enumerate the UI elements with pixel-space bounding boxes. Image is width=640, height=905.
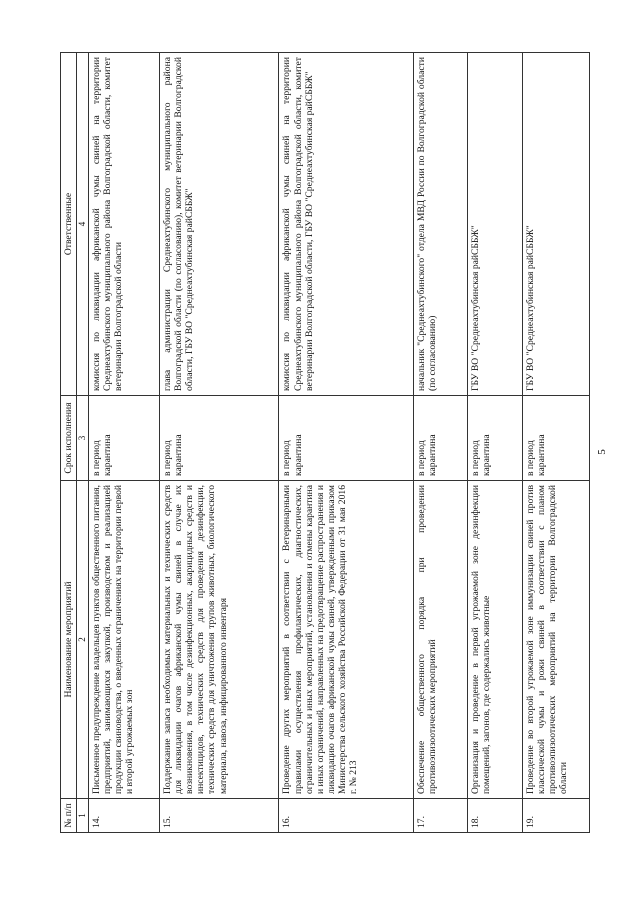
- row-number: 16.: [279, 799, 413, 833]
- row-number: 15.: [159, 799, 279, 833]
- measure-name: Поддержание запаса необходимых материальных и технических средств для ликвидации очагов африканской чумы свиней в случае их возникновения, в том числе дезинфекционных, акарицидных средств и инсектицидов, технических средств для проведения дезинфекции, технических средств для уничтожения трупов животных, биологического материала, навоза, инфицированного инвентаря: [159, 481, 279, 799]
- table-row: [159, 53, 279, 833]
- row-number: 14.: [88, 799, 159, 833]
- column-number: 4: [77, 53, 88, 396]
- page-number: 5: [596, 449, 608, 455]
- measure-term: в период карантина: [413, 396, 468, 481]
- table-row: [279, 53, 413, 833]
- column-number: 1: [77, 799, 88, 833]
- column-number: 2: [77, 481, 88, 799]
- header-name: Наименование мероприятий: [61, 481, 77, 799]
- row-number: 17.: [413, 799, 468, 833]
- measure-name: Проведение во второй угрожаемой зоне иммунизации свиней против классической чумы и рожи свиней в соответствии с планом противоэпизоотических мероприятий на территории Волгоградской области: [522, 481, 589, 799]
- header-term: Срок исполнения: [61, 396, 77, 481]
- measure-responsible: ГБУ ВО "Среднеахтубинская райСББЖ": [468, 53, 523, 396]
- measure-responsible: ГБУ ВО "Среднеахтубинская райСББЖ": [522, 53, 589, 396]
- measure-term: в период карантина: [279, 396, 413, 481]
- measure-name: Проведение других мероприятий в соответствии с Ветеринарными правилами осуществления профилактических, диагностических, ограничительных и иных мероприятий, установления и отмены карантина и иных ограничений, направленных на предотвращение распространения и ликвидацию очагов африканской чумы свиней, утвержденными приказом Министерства сельского хозяйства Российской Федерации от 31 мая 2016 г. № 213: [279, 481, 413, 799]
- table-row: [88, 53, 159, 833]
- header-responsible: Ответственные: [61, 53, 77, 396]
- measure-term: в период карантина: [88, 396, 159, 481]
- measure-responsible: комиссия по ликвидации африканской чумы свиней на территории Среднеахтубинского муниципального района Волгоградской области, комитет ветеринарии Волгоградской области: [88, 53, 159, 396]
- measure-term: в период карантина: [522, 396, 589, 481]
- table-row: [468, 53, 523, 833]
- header-num: № п/п: [61, 799, 77, 833]
- row-number: 19.: [522, 799, 589, 833]
- header-row: [61, 53, 77, 833]
- measure-responsible: начальник "Среднеахтубинского" отдела МВД России по Волгоградской области (по согласованию): [413, 53, 468, 396]
- table-row: [413, 53, 468, 833]
- measure-responsible: комиссия по ликвидации африканской чумы свиней на территории Среднеахтубинского муниципального района Волгоградской области, комитет ветеринарии Волгоградской области, ГБУ ВО "Среднеахтубинская райСББЖ": [279, 53, 413, 396]
- measure-name: Организация и проведение в первой угрожаемой зоне дезинфекции помещений, загонов, где содержались животные: [468, 481, 523, 799]
- column-number-row: [77, 53, 88, 833]
- column-number: 3: [77, 396, 88, 481]
- rotated-table-container: [60, 53, 590, 833]
- row-number: 18.: [468, 799, 523, 833]
- measure-name: Обеспечение общественного порядка при проведении противоэпизоотических мероприятий: [413, 481, 468, 799]
- measures-table: [60, 52, 590, 833]
- measure-name: Письменное предупреждение владельцев пунктов общественного питания, предприятий, занимающихся закупкой, производством и реализацией продукции свиноводства, о введенных ограничениях на территории первой и второй угрожаемых зон: [88, 481, 159, 799]
- measure-term: в период карантина: [159, 396, 279, 481]
- table-row: [522, 53, 589, 833]
- measure-term: в период карантина: [468, 396, 523, 481]
- measure-responsible: глава администрации Среднеахтубинского муниципального района Волгоградской области (по согласованию), комитет ветеринарии Волгоградской области, ГБУ ВО "Среднеахтубинская райСББЖ": [159, 53, 279, 396]
